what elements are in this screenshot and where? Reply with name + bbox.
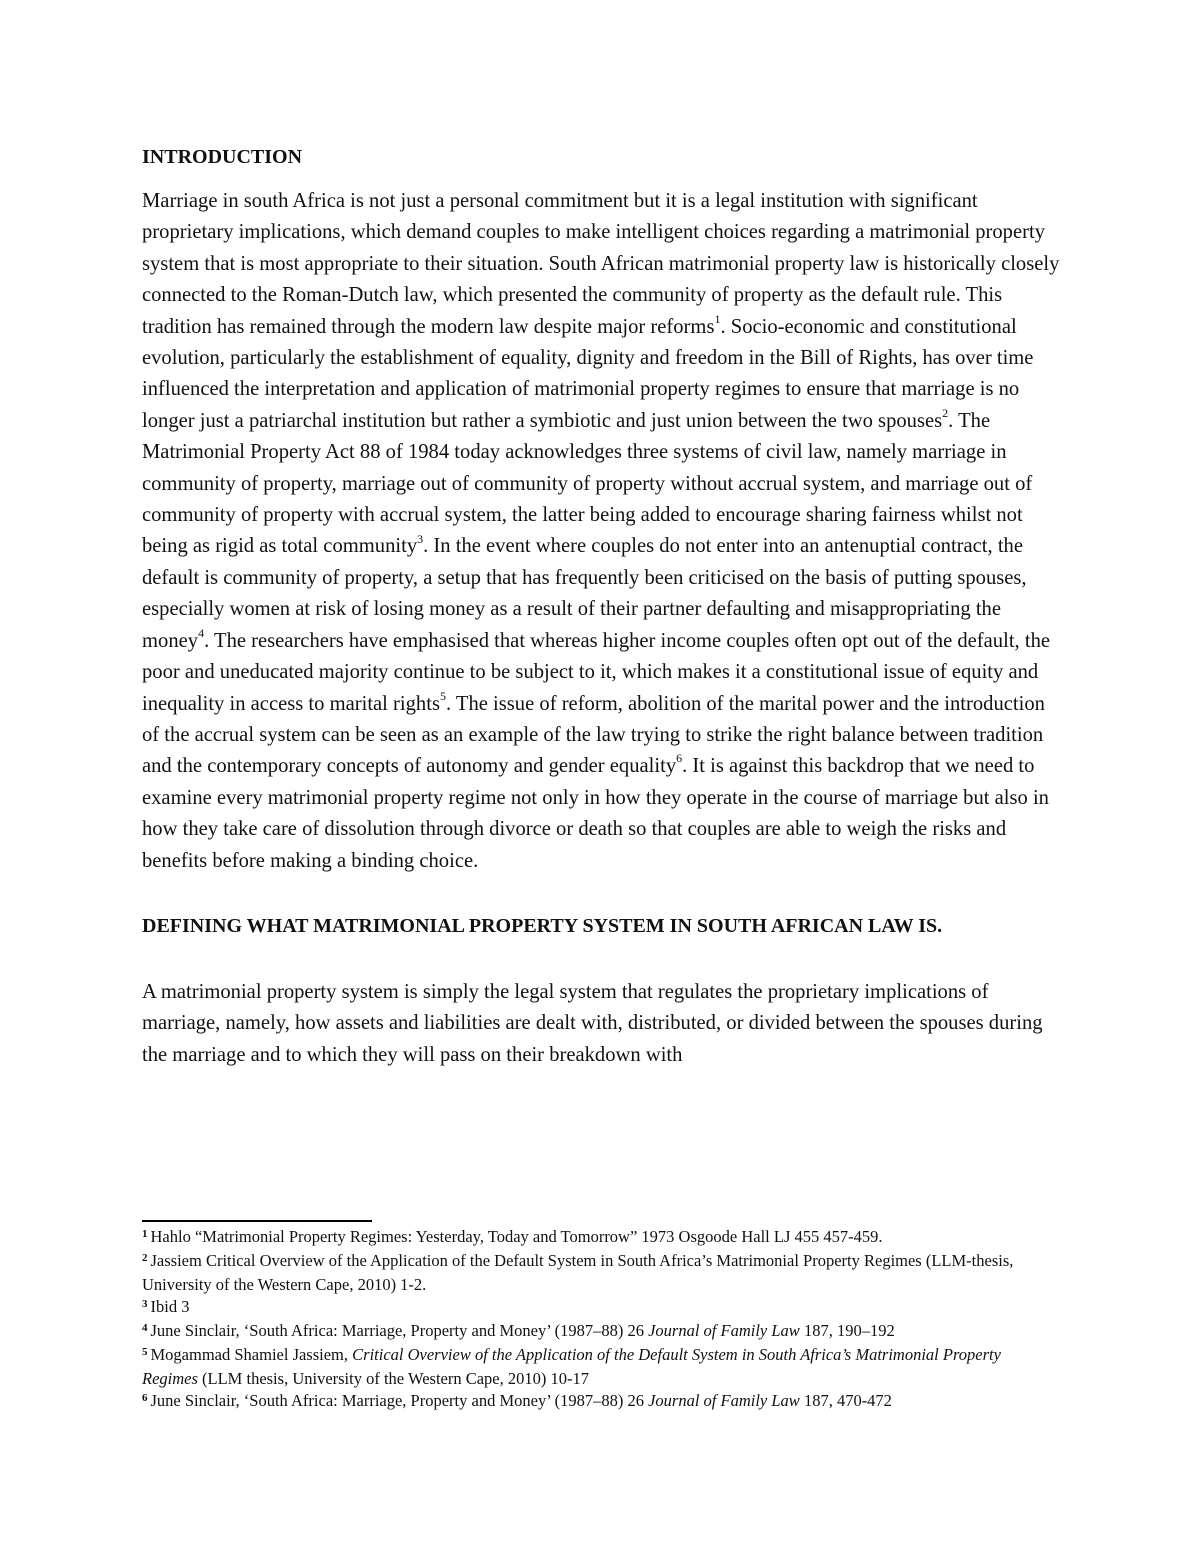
footnote-reference[interactable]: 5	[439, 688, 446, 703]
paragraph-text-run: . In the event where couples do not enter into an antenuptial contract, the default is community of property, a setup that has frequently been criticised on the basis of putting spouses, especially women at risk of losing money as a result of their partner defaulting and misappropriating the money	[142, 535, 1027, 652]
footnote-number: 3	[142, 1298, 148, 1310]
footnote-item	[142, 1250, 1060, 1296]
footnote-text: Mogammad Shamiel Jassiem,	[150, 1345, 353, 1364]
footnote-text: 187, 470-472	[799, 1391, 892, 1410]
footnote-text: Jassiem Critical Overview of the Application of the Default System in South Africa’s Matrimonial Property Regimes (LLM-thesis, University of the Western Cape, 2010) 1-2.	[142, 1251, 1014, 1294]
paragraph-text-run: . Socio-economic and constitutional evolution, particularly the establishment of equality, dignity and freedom in the Bill of Rights, has over time influenced the interpretation and application of matrimonial property regimes to ensure that marriage is no longer just a patriarchal institution but rather a symbiotic and just union between the two spouses	[142, 315, 1034, 432]
footnote-text: 187, 190–192	[799, 1321, 895, 1340]
footnote-item	[142, 1320, 1060, 1344]
section-heading-definition: DEFINING WHAT MATRIMONIAL PROPERTY SYSTEM IN SOUTH AFRICAN LAW IS.	[142, 914, 943, 937]
paragraph-text-run: . The Matrimonial Property Act 88 of 1984 today acknowledges three systems of civil law, namely marriage in community of property, marriage out of community of property without accrual system, and marriage out of community of property with accrual system, the latter being added to encourage sharing fairness whilst not being as rigid as total community	[142, 409, 1033, 558]
footnote-reference[interactable]: 1	[714, 311, 721, 326]
introduction-paragraph	[142, 186, 1060, 877]
footnote-text: (LLM thesis, University of the Western Cape, 2010) 10-17	[197, 1369, 589, 1388]
footnote-citation-title: Journal of Family Law	[648, 1321, 800, 1340]
footnote-reference[interactable]: 4	[198, 625, 205, 640]
footnotes	[142, 1220, 1060, 1414]
footnote-reference[interactable]: 6	[676, 751, 683, 766]
footnote-number: 6	[142, 1392, 148, 1404]
paragraph-text-run: . The issue of reform, abolition of the marital power and the introduction of the accrual system can be seen as an example of the law trying to strike the right balance between tradition and the contemporary concepts of autonomy and gender equality	[142, 692, 1045, 778]
footnote-text: Ibid 3	[150, 1297, 190, 1316]
footnote-item	[142, 1226, 1060, 1250]
footnote-number: 1	[142, 1228, 148, 1240]
footnote-item	[142, 1296, 1060, 1320]
footnote-text: Hahlo “Matrimonial Property Regimes: Yesterday, Today and Tomorrow” 1973 Osgoode Hall LJ 455 457-459.	[150, 1227, 883, 1246]
footnote-citation-title: Journal of Family Law	[648, 1391, 800, 1410]
footnote-citation-title: Critical Overview of the Application of the Default System in South Africa’s Matrimonial Property Regimes	[142, 1345, 1001, 1388]
paragraph-text-run: Marriage in south Africa is not just a personal commitment but it is a legal institution with significant proprietary implications, which demand couples to make intelligent choices regarding a matrimonial property system that is most appropriate to their situation. South African matrimonial property law is historically closely connected to the Roman-Dutch law, which presented the community of property as the default rule. This tradition has remained through the modern law despite major reforms	[142, 190, 1060, 338]
footnote-text: June Sinclair, ‘South Africa: Marriage, Property and Money’ (1987–88) 26	[150, 1391, 649, 1410]
paragraph-text-run: . It is against this backdrop that we need to examine every matrimonial property regime not only in how they operate in the course of marriage but also in how they take care of dissolution through divorce or death so that couples are able to weigh the risks and benefits before making a binding choice.	[142, 755, 1049, 872]
definition-paragraph: A matrimonial property system is simply the legal system that regulates the proprietary implications of marriage, namely, how assets and liabilities are dealt with, distributed, or divided between the spouses during the marriage and to which they will pass on their breakdown with	[142, 980, 1043, 1066]
document-page	[142, 142, 1060, 1071]
footnote-reference[interactable]: 3	[417, 531, 424, 546]
paragraph-text-run: . The researchers have emphasised that whereas higher income couples often opt out of the default, the poor and uneducated majority continue to be subject to it, which makes it a constitutional issue of equity and inequality in access to marital rights	[142, 629, 1051, 715]
footnote-number: 4	[142, 1322, 148, 1334]
section-heading-introduction: INTRODUCTION	[142, 146, 303, 168]
footnote-separator	[142, 1220, 372, 1222]
footnote-list	[142, 1226, 1060, 1414]
footnote-text: June Sinclair, ‘South Africa: Marriage, Property and Money’ (1987–88) 26	[150, 1321, 649, 1340]
footnote-reference[interactable]: 2	[942, 405, 949, 420]
footnote-number: 2	[142, 1252, 148, 1264]
footnote-item	[142, 1390, 1060, 1414]
footnote-item	[142, 1344, 1060, 1390]
footnote-number: 5	[142, 1346, 148, 1358]
